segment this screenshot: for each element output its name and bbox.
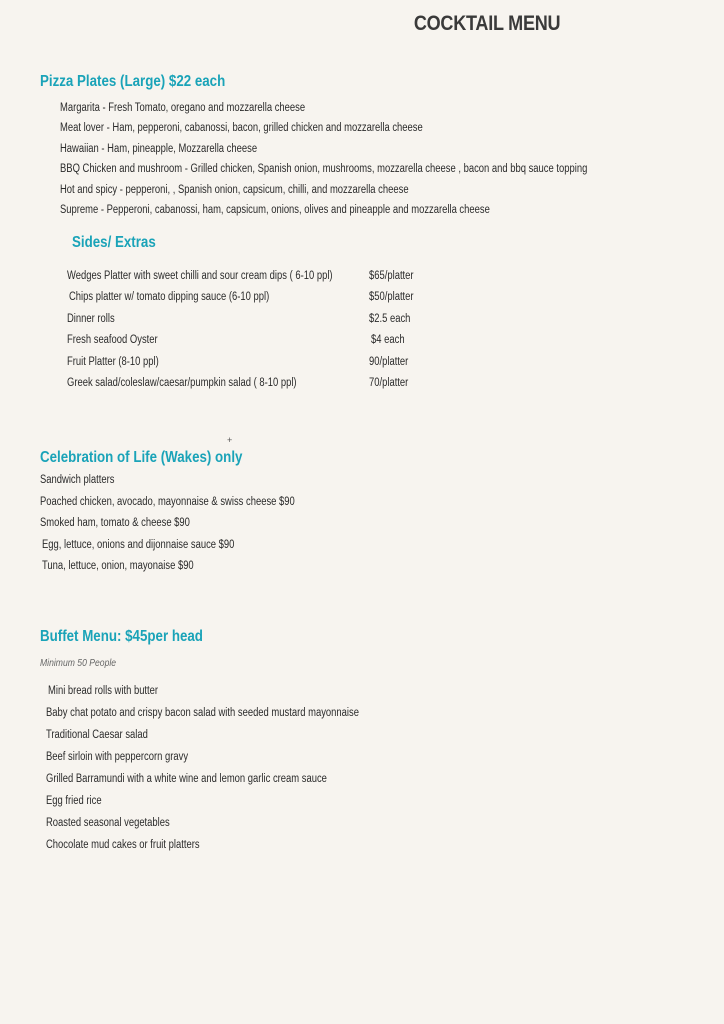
sides-item-name: Wedges Platter with sweet chilli and sour cream dips ( 6-10 ppl) bbox=[67, 270, 333, 282]
sides-item-name: Greek salad/coleslaw/caesar/pumpkin salad ( 8-10 ppl) bbox=[67, 377, 297, 389]
pizza-item: Hot and spicy - pepperoni, , Spanish onion, capsicum, chilli, and mozzarella cheese bbox=[60, 184, 409, 196]
buffet-item: Traditional Caesar salad bbox=[46, 729, 148, 741]
buffet-item: Baby chat potato and crispy bacon salad with seeded mustard mayonnaise bbox=[46, 707, 359, 719]
sides-item-name: Chips platter w/ tomato dipping sauce (6-10 ppl) bbox=[69, 291, 270, 303]
pizza-item: Supreme - Pepperoni, cabanossi, ham, capsicum, onions, olives and pineapple and mozzarella cheese bbox=[60, 204, 490, 216]
pizza-item: Hawaiian - Ham, pineapple, Mozzarella cheese bbox=[60, 143, 258, 155]
buffet-item: Grilled Barramundi with a white wine and lemon garlic cream sauce bbox=[46, 773, 327, 785]
sides-item-price: 70/platter bbox=[369, 377, 409, 389]
pizza-item: Margarita - Fresh Tomato, oregano and mozzarella cheese bbox=[60, 102, 306, 114]
sides-heading: Sides/ Extras bbox=[72, 234, 156, 251]
buffet-heading: Buffet Menu: $45per head bbox=[40, 628, 203, 645]
buffet-item: Roasted seasonal vegetables bbox=[46, 817, 170, 829]
sides-item-price: $65/platter bbox=[369, 270, 414, 282]
buffet-item: Chocolate mud cakes or fruit platters bbox=[46, 839, 200, 851]
sides-item-price: 90/platter bbox=[369, 356, 409, 368]
pizza-heading: Pizza Plates (Large) $22 each bbox=[40, 73, 226, 90]
pizza-item: Meat lover - Ham, pepperoni, cabanossi, bacon, grilled chicken and mozzarella cheese bbox=[60, 122, 423, 134]
wakes-item: Smoked ham, tomato & cheese $90 bbox=[40, 517, 190, 529]
sides-item-name: Fresh seafood Oyster bbox=[67, 334, 158, 346]
sides-item-price: $50/platter bbox=[369, 291, 414, 303]
buffet-item: Egg fried rice bbox=[46, 795, 102, 807]
sides-item-price: $2.5 each bbox=[369, 313, 411, 325]
buffet-item: Mini bread rolls with butter bbox=[48, 685, 159, 697]
wakes-item: Sandwich platters bbox=[40, 474, 115, 486]
wakes-item: Egg, lettuce, onions and dijonnaise sauce $90 bbox=[42, 539, 235, 551]
sides-item-name: Fruit Platter (8-10 ppl) bbox=[67, 356, 159, 368]
buffet-note: Minimum 50 People bbox=[40, 657, 117, 669]
buffet-item: Beef sirloin with peppercorn gravy bbox=[46, 751, 189, 763]
sides-item-name: Dinner rolls bbox=[67, 313, 115, 325]
wakes-item: Poached chicken, avocado, mayonnaise & swiss cheese $90 bbox=[40, 496, 295, 508]
wakes-heading: Celebration of Life (Wakes) only bbox=[40, 449, 243, 466]
page-title: COCKTAIL MENU bbox=[413, 12, 560, 35]
pizza-item: BBQ Chicken and mushroom - Grilled chicken, Spanish onion, mushrooms, mozzarella cheese , bacon and bbq sauce topping bbox=[60, 163, 588, 175]
sides-item-price: $4 each bbox=[371, 334, 405, 346]
wakes-item: Tuna, lettuce, onion, mayonaise $90 bbox=[42, 560, 194, 572]
plus-mark: + bbox=[227, 435, 233, 445]
